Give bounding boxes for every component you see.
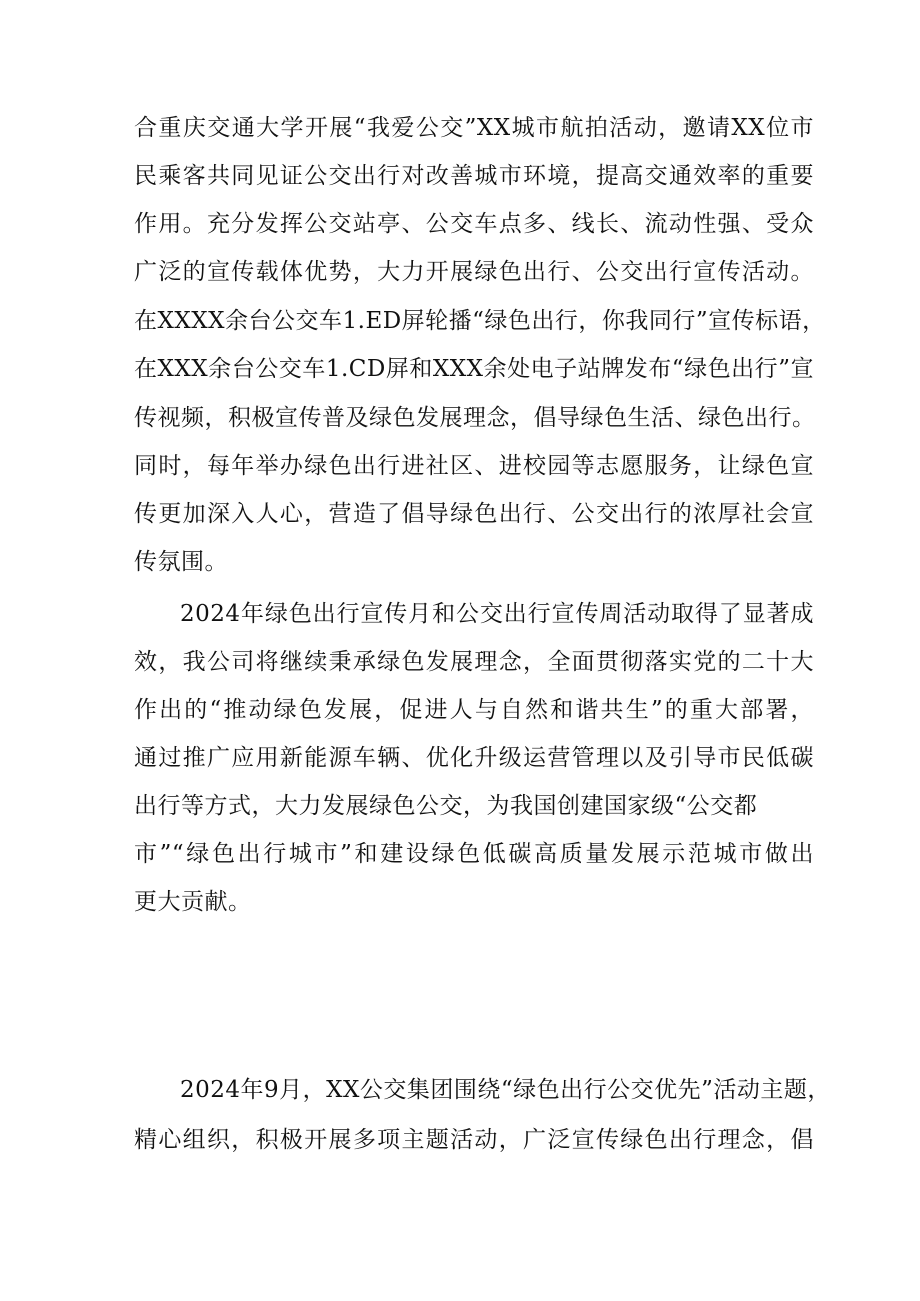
title-line-2: [0, 984, 920, 1024]
paragraph-line: 传氛围。: [134, 549, 228, 575]
paragraph-line: 在XXX余台公交车1.CD屏和XXX余处电子站牌发布“绿色出行”宣: [134, 356, 814, 382]
paragraph-line: 出行等方式，大力发展绿色公交，为我国创建国家级“公交都: [134, 793, 758, 819]
paragraph-line: 广泛的宣传载体优势，大力开展绿色出行、公交出行宣传活动。: [134, 259, 814, 285]
paragraph-line: 作用。充分发挥公交站亭、公交车点多、线长、流动性强、受众: [134, 211, 814, 237]
paragraph-line: 精心组织，积极开展多项主题活动，广泛宣传绿色出行理念，倡: [134, 1127, 814, 1153]
paragraph-line: 传视频，积极宣传普及绿色发展理念，倡导绿色生活、绿色出行。: [134, 405, 816, 431]
paragraph-line: 同时，每年举办绿色出行进社区、进校园等志愿服务，让绿色宣: [134, 453, 814, 479]
paragraph-line: 作出的“推动绿色发展，促进人与自然和谐共生”的重大部署，: [134, 697, 814, 723]
paragraph-line: 通过推广应用新能源车辆、优化升级运营管理以及引导市民低碳: [134, 745, 814, 771]
paragraph-line: 更大贡献。: [134, 889, 252, 915]
paragraph-line: 在XXXX余台公交车1.ED屏轮播“绿色出行，你我同行”宣传标语，: [134, 308, 826, 334]
title-line-1: [0, 934, 920, 974]
paragraph-line: 传更加深入人心，营造了倡导绿色出行、公交出行的浓厚社会宣: [134, 501, 814, 527]
paragraph-line: 民乘客共同见证公交出行对改善城市环境，提高交通效率的重要: [134, 163, 814, 189]
paragraph-line: 效，我公司将继续秉承绿色发展理念，全面贯彻落实党的二十大: [134, 649, 814, 675]
paragraph-line: 2024年绿色出行宣传月和公交出行宣传周活动取得了显著成: [180, 601, 814, 627]
paragraph-line: 2024年9月，XX公交集团围绕“绿色出行公交优先”活动主题，: [180, 1077, 831, 1103]
paragraph-line: 市”“绿色出行城市”和建设绿色低碳高质量发展示范城市做出: [134, 841, 814, 867]
paragraph-line: 合重庆交通大学开展“我爱公交”XX城市航拍活动，邀请XX位市: [134, 115, 814, 141]
